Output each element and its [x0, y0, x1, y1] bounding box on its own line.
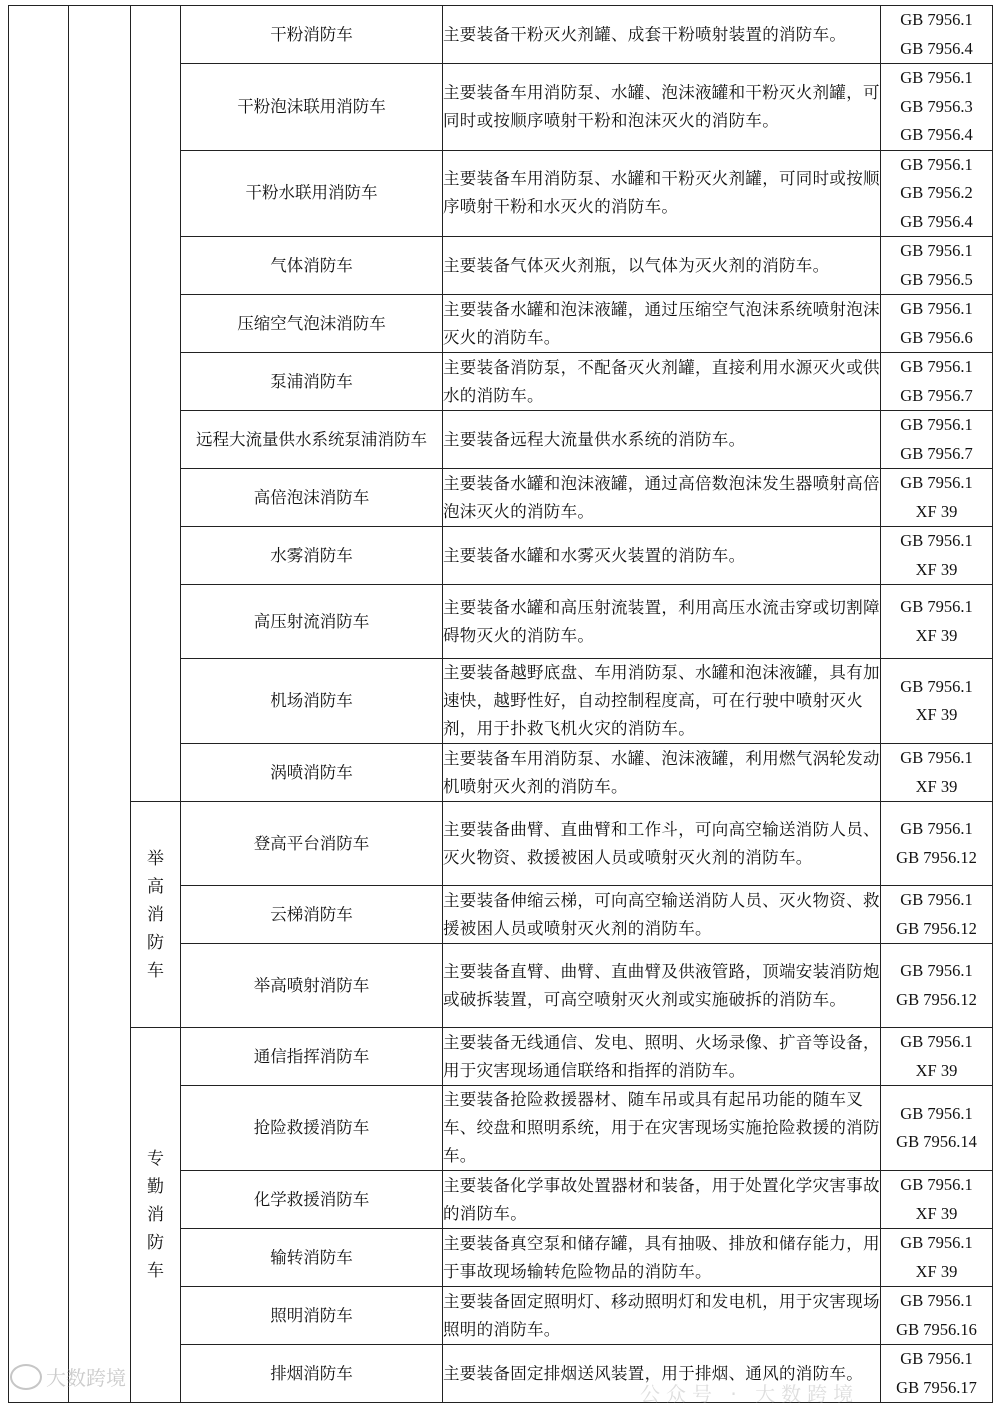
- vehicle-description: 主要装备曲臂、直曲臂和工作斗，可向高空输送消防人员、灭火物资、救援被困人员或喷射灭火剂的消防车。: [443, 802, 881, 886]
- category-cell: [131, 802, 181, 1028]
- standard-code: GB 7956.1: [900, 748, 973, 767]
- standard-code: GB 7956.12: [896, 918, 977, 938]
- standard-code: GB 7956.12: [896, 847, 977, 867]
- outer-column-2: [69, 6, 131, 1403]
- vehicle-name: 登高平台消防车: [181, 802, 443, 886]
- standard-codes: [881, 237, 993, 295]
- table-row: [9, 6, 993, 64]
- standard-code: GB 7956.7: [900, 443, 973, 463]
- standard-code: GB 7956.1: [900, 819, 973, 838]
- standard-code: GB 7956.5: [900, 269, 973, 289]
- standard-codes: [881, 1287, 993, 1345]
- standard-codes: [881, 469, 993, 527]
- standard-code: GB 7956.16: [896, 1319, 977, 1339]
- standard-code: GB 7956.1: [900, 676, 973, 696]
- standard-codes: [881, 1171, 993, 1229]
- vehicle-name: 干粉泡沫联用消防车: [181, 64, 443, 151]
- standard-code: XF 39: [915, 625, 958, 645]
- standard-code: GB 7956.1: [900, 241, 973, 260]
- standard-code: XF 39: [915, 776, 958, 796]
- standard-code: GB 7956.1: [900, 10, 973, 29]
- standard-code: XF 39: [915, 501, 958, 521]
- standard-codes: [881, 886, 993, 944]
- watermark-left-text: 大数跨境: [46, 1366, 126, 1390]
- watermark-right: 公众号 · 大数跨境: [640, 1382, 860, 1406]
- standard-code: GB 7956.14: [896, 1132, 977, 1151]
- standard-code: GB 7956.6: [900, 327, 973, 347]
- vehicle-name: 举高喷射消防车: [181, 944, 443, 1028]
- standard-code: GB 7956.1: [900, 531, 973, 550]
- standard-code: GB 7956.1: [900, 154, 973, 174]
- vehicle-name: 干粉水联用消防车: [181, 150, 443, 237]
- vehicle-name: 通信指挥消防车: [181, 1028, 443, 1086]
- standard-code: GB 7956.7: [900, 385, 973, 405]
- vehicle-description: 主要装备水罐和泡沫液罐，通过高倍数泡沫发生器喷射高倍泡沫灭火的消防车。: [443, 469, 881, 527]
- vehicle-name: 泵浦消防车: [181, 353, 443, 411]
- standard-code: XF 39: [915, 1203, 958, 1223]
- standard-code: GB 7956.2: [900, 183, 973, 202]
- standard-codes: [881, 150, 993, 237]
- standard-codes: [881, 411, 993, 469]
- standard-code: GB 7956.17: [896, 1377, 977, 1397]
- category-label: 专勤消防车: [146, 1149, 164, 1281]
- standard-code: GB 7956.1: [900, 1291, 973, 1310]
- vehicle-name: 抢险救援消防车: [181, 1086, 443, 1171]
- standard-code: GB 7956.4: [900, 211, 973, 231]
- standard-codes: [881, 1028, 993, 1086]
- table-row: [9, 802, 993, 886]
- vehicle-name: 云梯消防车: [181, 886, 443, 944]
- vehicle-description: 主要装备固定照明灯、移动照明灯和发电机，用于灾害现场照明的消防车。: [443, 1287, 881, 1345]
- standard-codes: [881, 6, 993, 64]
- vehicle-name: 水雾消防车: [181, 527, 443, 585]
- vehicle-name: 干粉消防车: [181, 6, 443, 64]
- standard-code: GB 7956.3: [900, 96, 973, 116]
- standard-codes: [881, 802, 993, 886]
- vehicle-description: 主要装备水罐和泡沫液罐，通过压缩空气泡沫系统喷射泡沫灭火的消防车。: [443, 295, 881, 353]
- vehicle-description: 主要装备伸缩云梯，可向高空输送消防人员、灭火物资、救援被困人员或喷射灭火剂的消防车。: [443, 886, 881, 944]
- vehicle-name: 远程大流量供水系统泵浦消防车: [181, 411, 443, 469]
- vehicle-description: 主要装备化学事故处置器材和装备，用于处置化学灾害事故的消防车。: [443, 1171, 881, 1229]
- vehicle-description: 主要装备越野底盘、车用消防泵、水罐和泡沫液罐，具有加速快，越野性好，自动控制程度高，可在行驶中喷射灭火剂，用于扑救飞机火灾的消防车。: [443, 659, 881, 744]
- standard-codes: [881, 1229, 993, 1287]
- standard-code: GB 7956.1: [900, 890, 973, 909]
- vehicle-description: 主要装备固定排烟送风装置，用于排烟、通风的消防车。: [443, 1345, 881, 1403]
- standard-code: GB 7956.1: [900, 597, 973, 616]
- standard-code: GB 7956.1: [900, 357, 973, 376]
- vehicle-name: 照明消防车: [181, 1287, 443, 1345]
- category-cell: [131, 6, 181, 802]
- vehicle-description: 主要装备车用消防泵、水罐和干粉灭火剂罐，可同时或按顺序喷射干粉和水灭火的消防车。: [443, 150, 881, 237]
- vehicle-description: 主要装备直臂、曲臂、直曲臂及供液管路，顶端安装消防炮或破拆装置，可高空喷射灭火剂或实施破拆的消防车。: [443, 944, 881, 1028]
- standard-codes: [881, 944, 993, 1028]
- standard-codes: [881, 64, 993, 151]
- standard-codes: [881, 1345, 993, 1403]
- standard-codes: [881, 295, 993, 353]
- vehicle-description: 主要装备真空泵和储存罐，具有抽吸、排放和储存能力，用于事故现场输转危险物品的消防车。: [443, 1229, 881, 1287]
- standard-code: GB 7956.4: [900, 125, 973, 144]
- vehicle-description: 主要装备水罐和水雾灭火装置的消防车。: [443, 527, 881, 585]
- standard-code: GB 7956.12: [896, 989, 977, 1009]
- vehicle-name: 气体消防车: [181, 237, 443, 295]
- standard-codes: [881, 353, 993, 411]
- vehicle-description: 主要装备气体灭火剂瓶，以气体为灭火剂的消防车。: [443, 237, 881, 295]
- standard-code: GB 7956.1: [900, 1175, 973, 1194]
- vehicle-name: 高倍泡沫消防车: [181, 469, 443, 527]
- vehicle-description: 主要装备无线通信、发电、照明、火场录像、扩音等设备，用于灾害现场通信联络和指挥的消防车。: [443, 1028, 881, 1086]
- category-label: 举高消防车: [146, 848, 164, 981]
- standard-code: GB 7956.4: [900, 38, 973, 58]
- vehicle-name: 机场消防车: [181, 659, 443, 744]
- vehicle-name: 输转消防车: [181, 1229, 443, 1287]
- outer-column-1: [9, 6, 69, 1403]
- standard-code: GB 7956.1: [900, 68, 973, 87]
- vehicle-description: 主要装备水罐和高压射流装置，利用高压水流击穿或切割障碍物灭火的消防车。: [443, 585, 881, 659]
- standard-code: GB 7956.1: [900, 299, 973, 318]
- vehicle-description: 主要装备远程大流量供水系统的消防车。: [443, 411, 881, 469]
- standard-code: XF 39: [915, 1261, 958, 1281]
- standard-code: XF 39: [915, 705, 958, 724]
- standard-codes: [881, 659, 993, 744]
- standard-code: GB 7956.1: [900, 961, 973, 980]
- vehicle-description: 主要装备抢险救援器材、随车吊或具有起吊功能的随车叉车、绞盘和照明系统，用于在灾害现场实施抢险救援的消防车。: [443, 1086, 881, 1171]
- vehicle-name: 排烟消防车: [181, 1345, 443, 1403]
- table-row: [9, 1028, 993, 1086]
- fire-truck-classification-table: [8, 5, 993, 1403]
- standard-codes: [881, 1086, 993, 1171]
- vehicle-name: 化学救援消防车: [181, 1171, 443, 1229]
- vehicle-name: 高压射流消防车: [181, 585, 443, 659]
- watermark-logo: [10, 1362, 126, 1391]
- standard-codes: [881, 527, 993, 585]
- vehicle-description: 主要装备消防泵，不配备灭火剂罐，直接利用水源灭火或供水的消防车。: [443, 353, 881, 411]
- standard-code: GB 7956.1: [900, 473, 973, 492]
- standard-codes: [881, 744, 993, 802]
- vehicle-description: 主要装备车用消防泵、水罐、泡沫液罐，利用燃气涡轮发动机喷射灭火剂的消防车。: [443, 744, 881, 802]
- standard-code: GB 7956.1: [900, 1233, 973, 1252]
- standard-codes: [881, 585, 993, 659]
- standard-code: GB 7956.1: [900, 1032, 973, 1051]
- standard-code: GB 7956.1: [900, 415, 973, 434]
- standard-code: GB 7956.1: [900, 1103, 973, 1123]
- vehicle-description: 主要装备干粉灭火剂罐、成套干粉喷射装置的消防车。: [443, 6, 881, 64]
- standard-code: GB 7956.1: [900, 1349, 973, 1368]
- category-cell: [131, 1028, 181, 1403]
- standard-code: XF 39: [915, 559, 958, 579]
- vehicle-name: 压缩空气泡沫消防车: [181, 295, 443, 353]
- watermark-brand-icon: [10, 1364, 42, 1390]
- vehicle-description: 主要装备车用消防泵、水罐、泡沫液罐和干粉灭火剂罐，可同时或按顺序喷射干粉和泡沫灭火的消防车。: [443, 64, 881, 151]
- standard-code: XF 39: [915, 1060, 958, 1080]
- vehicle-name: 涡喷消防车: [181, 744, 443, 802]
